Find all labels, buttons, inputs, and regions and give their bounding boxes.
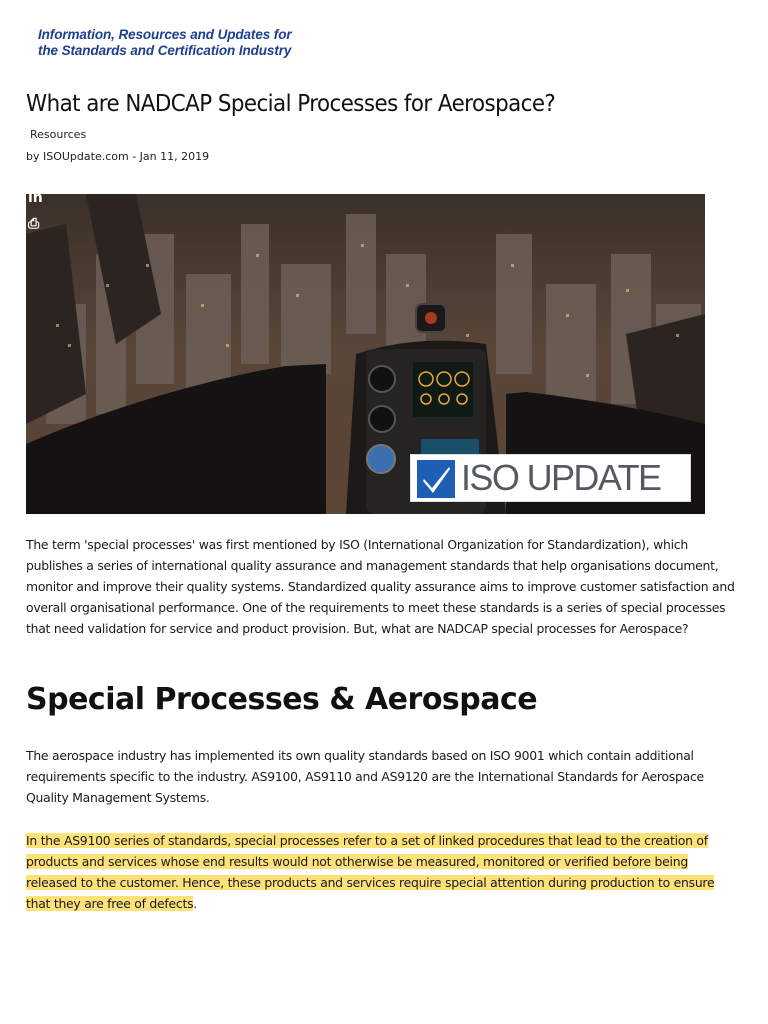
- tagline-line-2: the Standards and Certification Industry: [38, 43, 292, 58]
- category-link[interactable]: Resources: [30, 128, 87, 141]
- highlighted-paragraph: [26, 830, 742, 914]
- tagline-line-1: Information, Resources and Updates for: [38, 27, 292, 42]
- highlighted-text: In the AS9100 series of standards, special processes refer to a set of linked procedures that lead to the creation of products and services whose end results would not otherwise be measured, monitored or verified before being released to the customer. Hence, these products and services require special attention during production to ensure that they are free of defects: [26, 833, 715, 911]
- iso-update-logo: [410, 454, 691, 502]
- byline: by ISOUpdate.com - Jan 11, 2019: [26, 150, 210, 163]
- paragraph-tail: .: [193, 896, 197, 911]
- logo-text: ISO UPDATE: [461, 457, 661, 498]
- linkedin-icon[interactable]: in: [28, 190, 43, 206]
- checkmark-logo-icon: [417, 460, 455, 498]
- aerospace-paragraph: The aerospace industry has implemented its own quality standards based on ISO 9001 which contain additional requirements specific to the industry. AS9100, AS9110 and AS9120 are the International Standards for Aerospace Quality Management Systems.: [26, 748, 704, 805]
- intro-paragraph: The term 'special processes' was first mentioned by ISO (International Organization for Standardization), which publishes a series of international quality assurance and management standards that help organisations document, monitor and improve their quality systems. Standardized quality assurance aims to improve customer satisfaction and overall organisational performance. One of the requirements to meet these standards is a series of special processes that need validation for service and product provision. But, what are NADCAP special processes for Aerospace?: [26, 537, 735, 636]
- section-heading: Special Processes & Aerospace: [26, 682, 538, 717]
- page-title: What are NADCAP Special Processes for Aerospace?: [26, 91, 556, 117]
- print-icon[interactable]: ⎙: [28, 216, 40, 232]
- site-tagline[interactable]: [38, 27, 292, 59]
